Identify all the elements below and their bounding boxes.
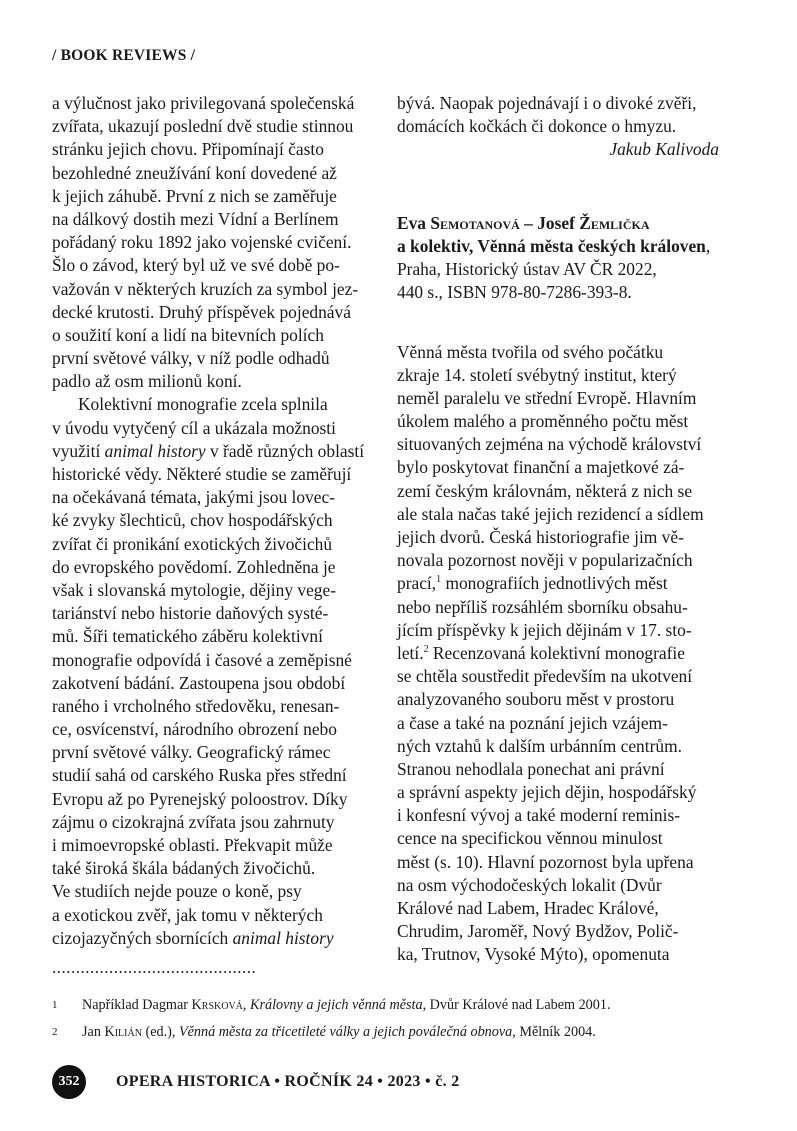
text-span: , Dvůr Králové nad Labem 2001. <box>422 997 611 1013</box>
text-line: situovaných zejména na východě království <box>397 434 702 455</box>
text-line: na očekávaná témata, jakými jsou lovec- <box>52 487 335 508</box>
text-line <box>397 572 719 595</box>
text-line: pořádaný roku 1892 jako vojenské cvičení. <box>52 232 352 253</box>
work-title: Věnná města za třicetileté války a jejich poválečná obnova <box>178 1024 513 1040</box>
text-line: tariánství nebo historie daňových systé- <box>52 603 329 624</box>
text-span: (ed.), <box>145 1024 176 1040</box>
text-line: však i slovanská mytologie, dějiny vege- <box>52 579 336 600</box>
footnote-number: 1 <box>52 999 58 1011</box>
text-line: se chtěla soustředit především na ukotvení <box>397 666 693 687</box>
text-line: studií sahá od carského Ruska přes střední <box>52 765 347 786</box>
citation-authors <box>397 212 719 235</box>
text-span: monografiích jednotlivých měst <box>441 573 668 594</box>
text-line: a exotickou zvěř, jak tomu v některých <box>52 904 323 925</box>
footnote-number: 2 <box>52 1026 58 1038</box>
text-line: zemí českým královnám, některá z nich se <box>397 480 693 501</box>
text-line <box>397 642 719 665</box>
journal-name: OPERA HISTORICA • ROČNÍK 24 • 2023 • č. 2 <box>116 1073 460 1090</box>
text-line: Kolektivní monografie zcela splnila <box>78 394 328 415</box>
text-line: ka, Trutnov, Vysoké Mýto), opomenuta <box>397 944 670 965</box>
reviewer-signature: Jakub Kalivoda <box>609 139 719 160</box>
text-line: také široká škála bádaných živočichů. <box>52 858 316 879</box>
text-line: první světové války, v níž podle odhadů <box>52 348 330 369</box>
page-footer <box>52 1065 460 1099</box>
text-span: letí. <box>397 642 424 663</box>
text-line: bezohledné zneužívání koní dovedené až <box>52 162 337 183</box>
author-last: Semotanová <box>430 212 520 233</box>
text-line: jejich dvorů. Česká historiografie jim vě- <box>397 527 684 547</box>
left-column <box>52 92 374 950</box>
text-line: jícím příspěvky k jejich dějinám v 17. sto- <box>397 619 692 640</box>
text-line: Evropu až po Pyrenejský poloostrov. Díky <box>52 788 348 809</box>
text-line: měst (s. 10). Hlavní pozornost byla upřena <box>397 851 694 872</box>
text-span: prací, <box>397 573 437 594</box>
text-line: zvířata, ukazují poslední dvě studie stinnou <box>52 116 354 137</box>
text-line: první světové války. Geografický rámec <box>52 742 331 763</box>
text-line: Chrudim, Jaroměř, Nový Bydžov, Polič- <box>397 921 679 942</box>
text-line: nebo nepříliš rozsáhlém sborníku obsahu- <box>397 596 688 617</box>
text-line: novala pozornost nověji v popularizačních <box>397 550 693 571</box>
text-line: Králové nad Labem, Hradec Králové, <box>397 898 659 918</box>
text-span: , <box>705 235 711 256</box>
text-line: ké zvyky šlechticů, chov hospodářských <box>52 510 333 531</box>
text-line: zakotvení bádání. Zastoupena jsou období <box>52 672 346 693</box>
text-line: stránku jejich chovu. Připomínají často <box>52 139 324 160</box>
text-line: a správní aspekty jejich dějin, hospodářský <box>397 782 697 803</box>
text-line: ale stala načas také jejich rezidencí a sídlem <box>397 503 704 524</box>
text-line: bylo poskytovat finanční a majetkové zá- <box>397 457 685 478</box>
text-line: Ve studiích nejde pouze o koně, psy <box>52 881 302 902</box>
text-line: k jejich záhubě. První z nich se zaměřuje <box>52 185 337 206</box>
text-line: raného i vrcholného středověku, renesan- <box>52 695 340 716</box>
text-span: využití <box>52 440 101 461</box>
text-line: a výlučnost jako privilegovaná společenská <box>52 93 355 113</box>
text-line: decké krutosti. Druhý příspěvek pojednává <box>52 301 351 322</box>
right-column <box>397 92 719 967</box>
italic-term: animal history <box>232 927 334 948</box>
text-line: mů. Šíři tematického záběru kolektivní <box>52 626 323 647</box>
text-line: zvířat či pronikání exotických živočichů <box>52 533 333 554</box>
text-line: Věnná města tvořila od svého počátku <box>397 341 664 362</box>
text-span: Jan <box>82 1024 101 1040</box>
author-last: Kilián <box>104 1024 142 1040</box>
text-line: neměl paralelu ve střední Evropě. Hlavním <box>397 387 697 408</box>
author-sep: – <box>519 212 538 233</box>
text-line: úkolem malého a proměnného počtu měst <box>397 411 689 432</box>
text-line: Šlo o závod, který byl už ve své době po- <box>52 255 340 276</box>
text-span: Recenzovaná kolektivní monografie <box>428 642 685 663</box>
footnote-ref[interactable]: 1 <box>436 574 442 586</box>
work-title: Královny a jejich věnná města <box>250 997 423 1013</box>
footnote: 1 Například Dagmar Krsková, Královny a jejich věnná města, Dvůr Králové nad Labem 2001. <box>52 997 611 1013</box>
footnote <box>52 1022 596 1042</box>
text-line: ce, osvícenství, národního obrození nebo <box>52 719 337 740</box>
text-line: važován v některých kruzích za symbol jez- <box>52 278 359 299</box>
text-line: na dálkový dostih mezi Vídní a Berlínem <box>52 208 339 229</box>
text-line <box>52 927 374 950</box>
page-number-badge: 352 <box>52 1065 86 1099</box>
author-last: Žemlička <box>579 212 650 233</box>
text-line <box>52 440 374 463</box>
text-line: do evropského povědomí. Zohledněna je <box>52 556 336 577</box>
text-line: padlo až osm milionů koní. <box>52 371 242 392</box>
text-span: Například Dagmar <box>82 997 188 1013</box>
text-line: cence na specifickou věnnou minulost <box>397 828 663 849</box>
author-first: Josef <box>537 212 575 233</box>
text-line: ných vztahů k dalším urbánním centrům. <box>397 735 682 756</box>
text-line: i mimoevropské oblasti. Překvapit může <box>52 835 333 855</box>
text-line: analyzovaného souboru měst v prostoru <box>397 689 675 710</box>
citation-publisher: Praha, Historický ústav AV ČR 2022, <box>397 259 657 280</box>
author-last: Krsková <box>191 997 243 1013</box>
text-line: na osm východočeských lokalit (Dvůr <box>397 874 662 895</box>
text-line: Stranou nehodlala ponechat ani právní <box>397 758 665 779</box>
author-first: Eva <box>397 212 426 233</box>
text-line: a čase a také na poznání jejich vzájem- <box>397 712 668 733</box>
text-line: monografie odpovídá i časové a zeměpisné <box>52 649 352 670</box>
text-line: o soužití koní a lidí na bitevních polích <box>52 324 324 345</box>
citation-title <box>397 235 719 258</box>
text-line: zájmu o cizokrajná zvířata jsou zahrnuty <box>52 811 335 832</box>
text-line: i konfesní vývoj a také moderní reminis- <box>397 805 681 826</box>
text-line: historické vědy. Některé studie se zaměřují <box>52 464 352 484</box>
section-header: / BOOK REVIEWS / <box>52 47 196 64</box>
text-line: bývá. Naopak pojednávají i o divoké zvěři, <box>397 93 697 113</box>
citation-isbn: 440 s., ISBN 978-80-7286-393-8. <box>397 282 632 303</box>
text-line: domácích kočkách či dokonce o hmyzu. <box>397 116 677 137</box>
text-span: cizojazyčných sbornících <box>52 927 229 948</box>
text-span: v řadě různých oblastí <box>210 440 365 461</box>
footnote-ref[interactable]: 2 <box>423 644 429 656</box>
text-line: v úvodu vytyčený cíl a ukázala možnosti <box>52 417 336 438</box>
book-title: a kolektiv, Věnná města českých královen <box>397 235 706 256</box>
italic-term: animal history <box>104 440 206 461</box>
footnote-separator: ........................................... <box>52 958 257 977</box>
text-span: , Mělník 2004. <box>512 1024 596 1040</box>
text-line: zkraje 14. století svébytný institut, který <box>397 364 677 385</box>
